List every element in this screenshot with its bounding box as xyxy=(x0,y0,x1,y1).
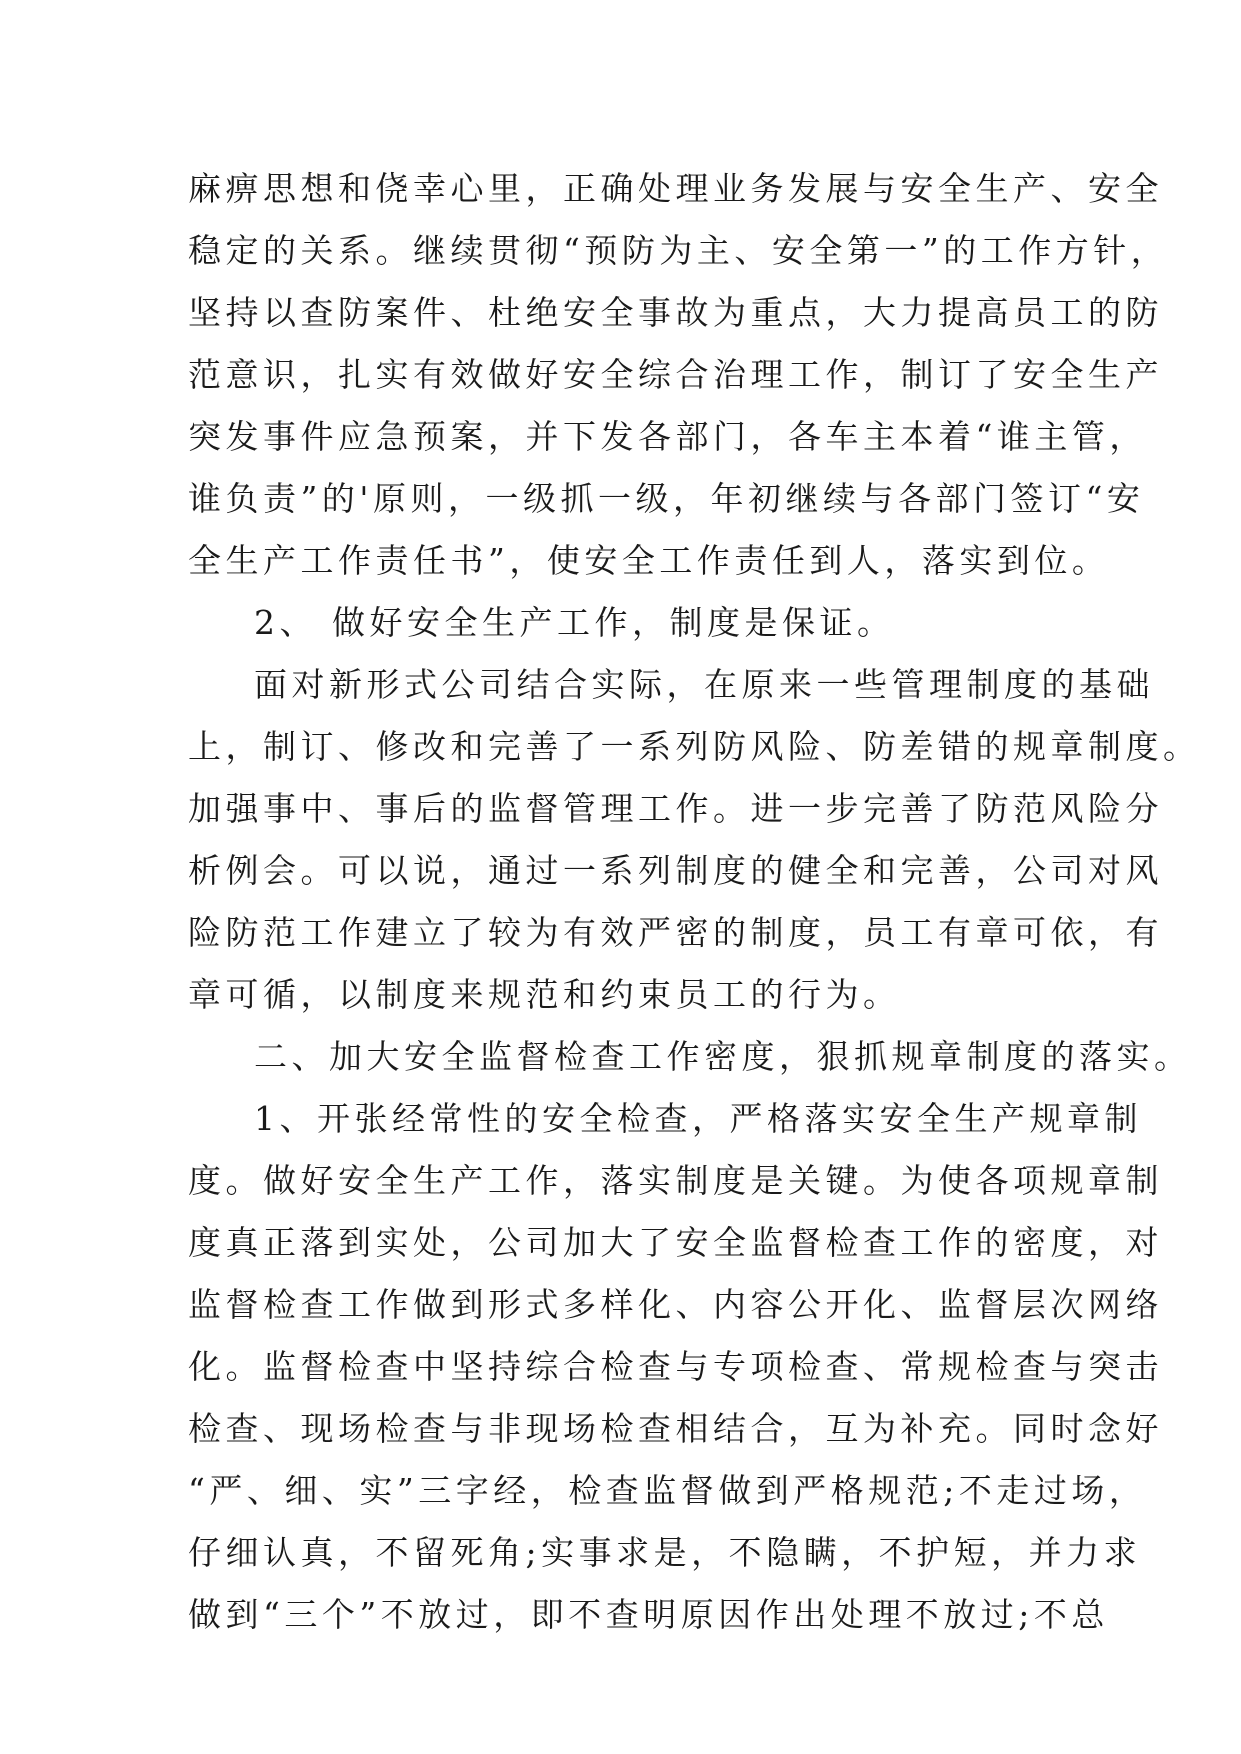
text-line: 监督检查工作做到形式多样化、内容公开化、监督层次网络 xyxy=(188,1285,1163,1324)
section-heading: 二、加大安全监督检查工作密度，狠抓规章制度的落实。 xyxy=(254,1037,1192,1076)
text-line: 仔细认真，不留死角;实事求是，不隐瞒，不护短，并力求 xyxy=(188,1533,1142,1572)
paragraph-first-line: 1、开张经常性的安全检查，严格落实安全生产规章制 xyxy=(254,1099,1142,1138)
text-line: 全生产工作责任书”，使安全工作责任到人，落实到位。 xyxy=(188,541,1110,580)
text-line: 度真正落到实处，公司加大了安全监督检查工作的密度，对 xyxy=(188,1223,1163,1262)
text-line: 章可循，以制度来规范和约束员工的行为。 xyxy=(188,975,901,1014)
text-line: 谁负责”的'原则，一级抓一级，年初继续与各部门签订“安 xyxy=(188,479,1145,518)
text-line: 加强事中、事后的监督管理工作。进一步完善了防范风险分 xyxy=(188,789,1163,828)
text-line: 化。监督检查中坚持综合检查与专项检查、常规检查与突击 xyxy=(188,1347,1163,1386)
section-heading: 2、 做好安全生产工作，制度是保证。 xyxy=(254,603,895,642)
text-line: 上，制订、修改和完善了一系列防风险、防差错的规章制度。 xyxy=(188,727,1201,766)
text-line: 麻痹思想和侥幸心里，正确处理业务发展与安全生产、安全 xyxy=(188,169,1163,208)
text-line: 险防范工作建立了较为有效严密的制度，员工有章可依，有 xyxy=(188,913,1163,952)
text-line: 析例会。可以说，通过一系列制度的健全和完善，公司对风 xyxy=(188,851,1163,890)
text-line: 范意识，扎实有效做好安全综合治理工作，制订了安全生产 xyxy=(188,355,1163,394)
text-line: 度。做好安全生产工作，落实制度是关键。为使各项规章制 xyxy=(188,1161,1163,1200)
document-body xyxy=(188,158,1201,1646)
text-line: 突发事件应急预案，并下发各部门，各车主本着“谁主管， xyxy=(188,417,1147,456)
text-line: 坚持以查防案件、杜绝安全事故为重点，大力提高员工的防 xyxy=(188,293,1163,332)
paragraph-first-line: 面对新形式公司结合实际，在原来一些管理制度的基础 xyxy=(254,665,1154,704)
text-line: 稳定的关系。继续贯彻“预防为主、安全第一”的工作方针， xyxy=(188,231,1169,270)
text-line: “严、细、实”三字经，检查监督做到严格规范;不走过场， xyxy=(188,1471,1147,1510)
text-line: 检查、现场检查与非现场检查相结合，互为补充。同时念好 xyxy=(188,1409,1163,1448)
text-line: 做到“三个”不放过，即不查明原因作出处理不放过;不总 xyxy=(188,1595,1109,1634)
